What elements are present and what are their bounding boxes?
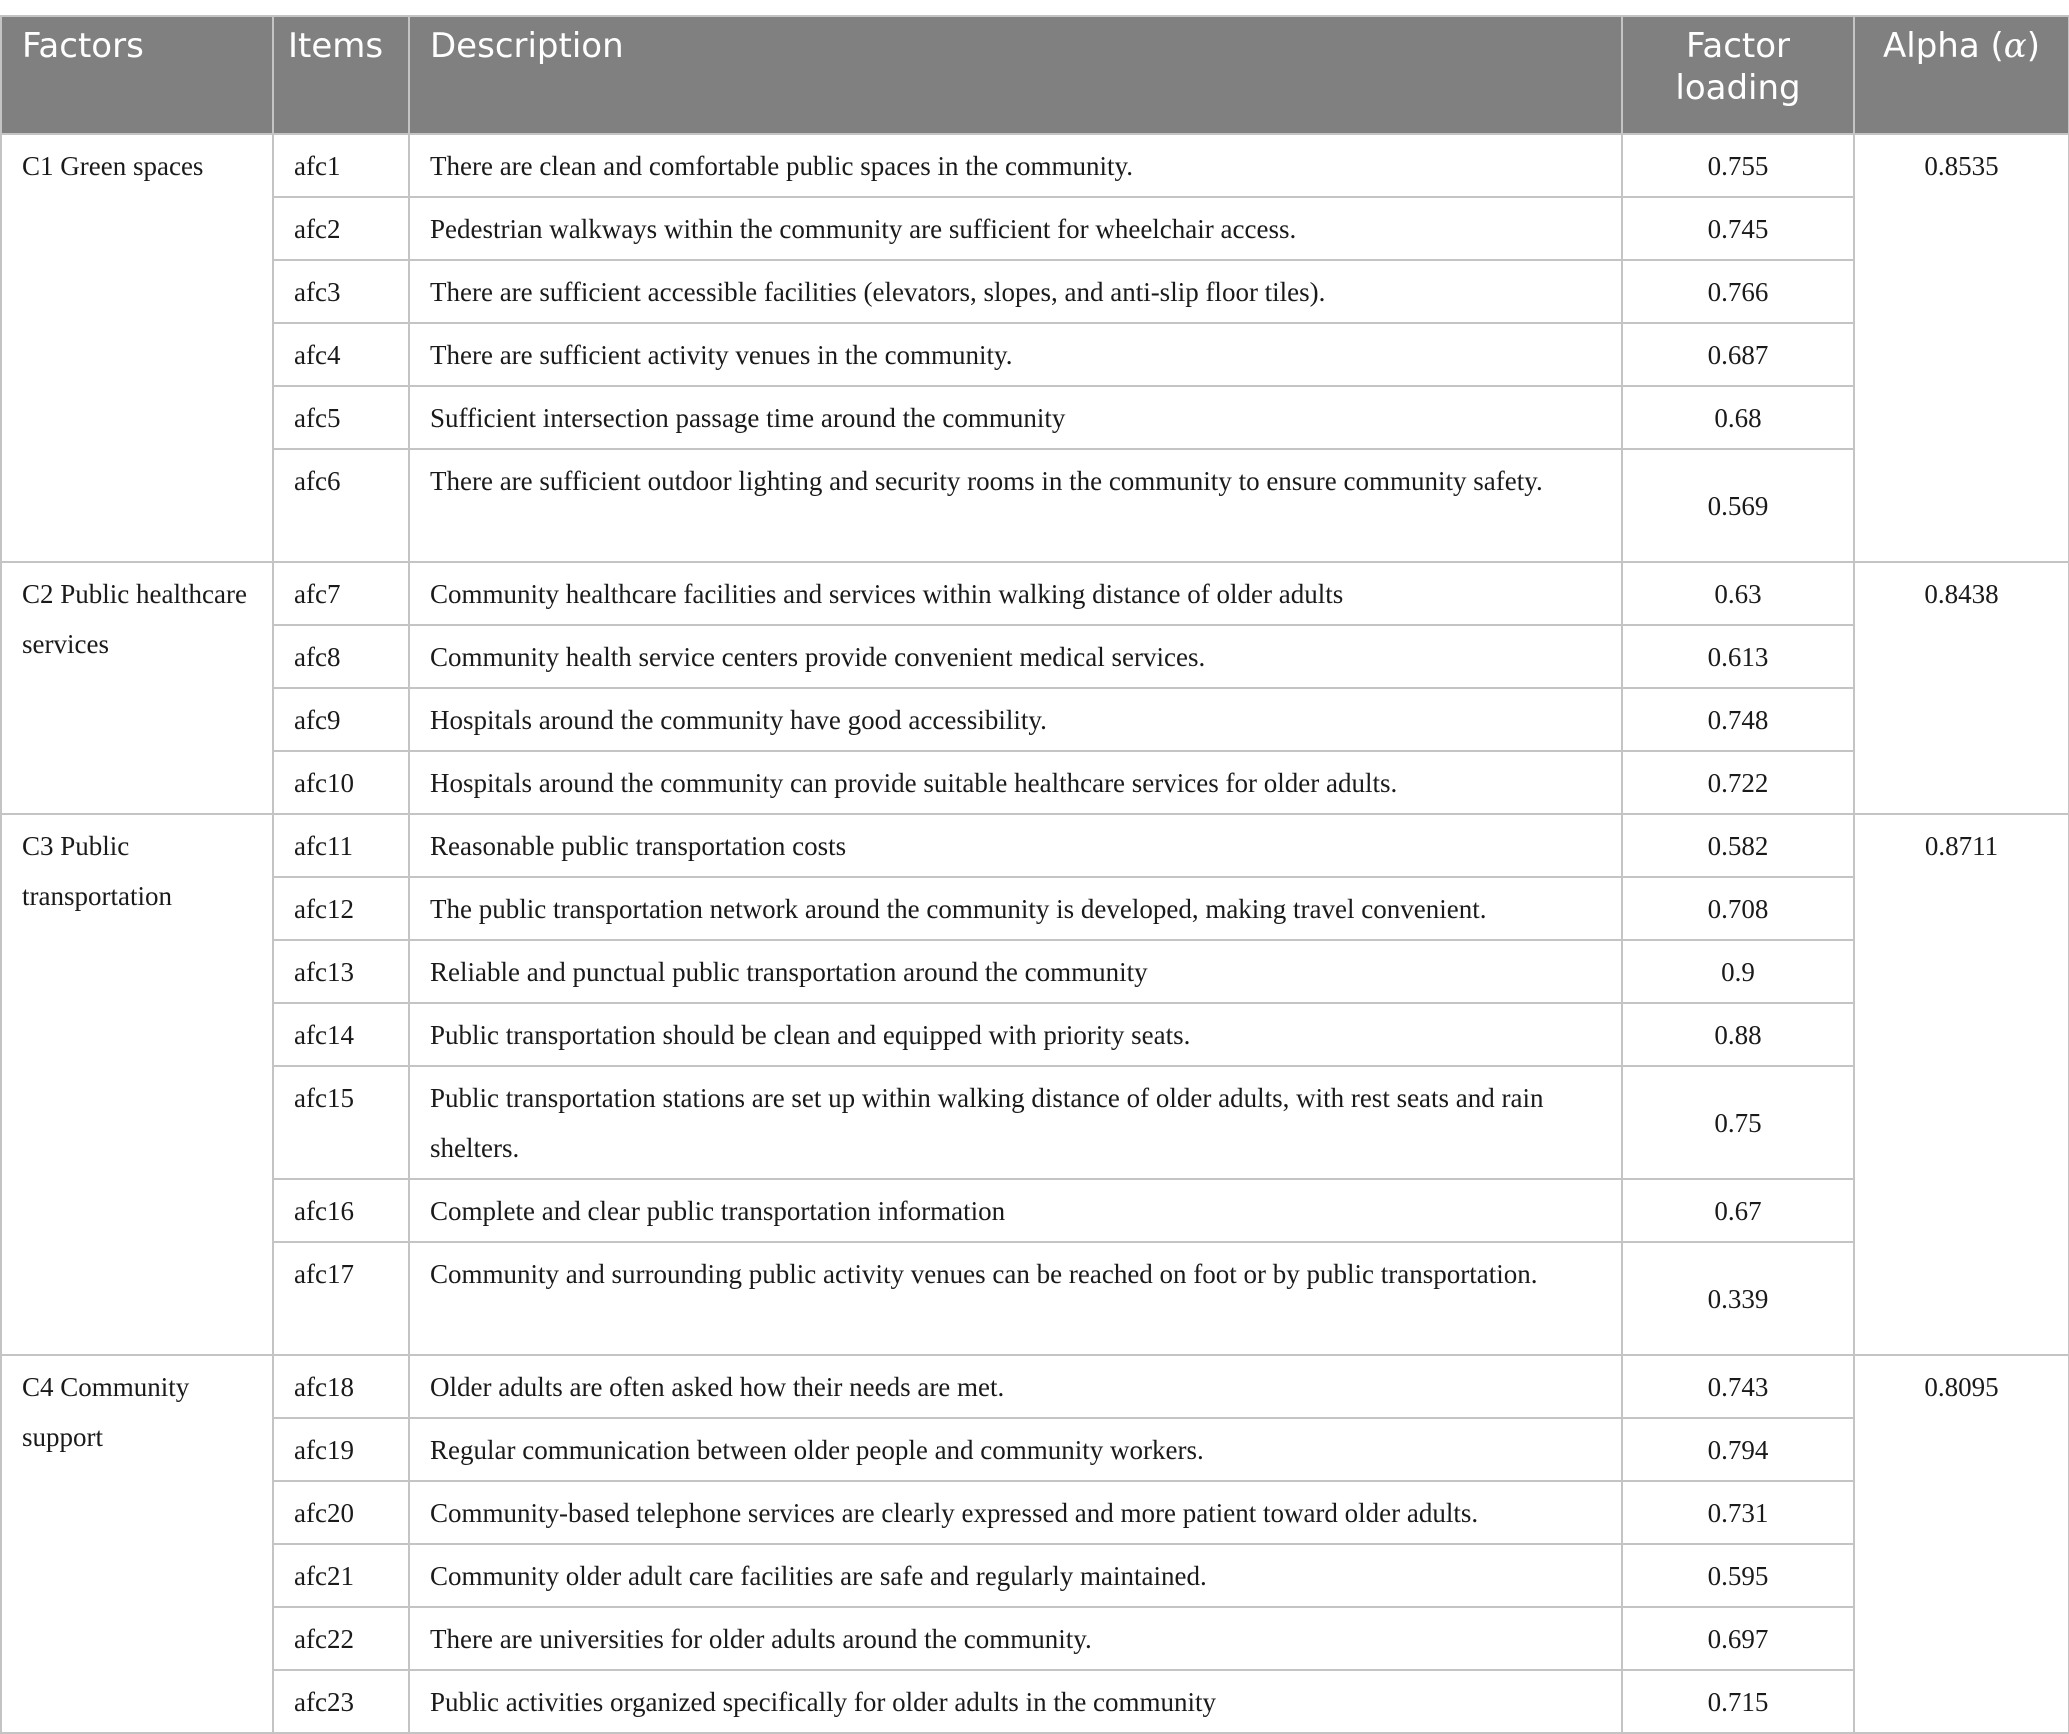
table-row [1,197,2069,260]
table-row [1,940,2069,1003]
factor-loading-cell: 0.88 [1622,1003,1854,1066]
factor-loading-cell: 0.75 [1622,1066,1854,1179]
description-cell: Regular communication between older people and community workers. [409,1418,1622,1481]
factor-loading-cell: 0.794 [1622,1418,1854,1481]
factor-loading-cell: 0.63 [1622,562,1854,625]
header-description: Description [409,16,1622,134]
header-factors: Factors [1,16,273,134]
factor-loading-cell: 0.766 [1622,260,1854,323]
table-row [1,1607,2069,1670]
item-cell: afc17 [273,1242,409,1355]
factor-loading-cell: 0.687 [1622,323,1854,386]
table-row [1,1242,2069,1355]
item-cell: afc12 [273,877,409,940]
factor-loading-cell: 0.755 [1622,134,1854,197]
description-cell: There are sufficient outdoor lighting and security rooms in the community to ensure community safety. [409,449,1622,562]
description-cell: The public transportation network around the community is developed, making travel convenient. [409,877,1622,940]
table-row [1,1544,2069,1607]
header-row [1,16,2069,134]
description-cell: Hospitals around the community can provide suitable healthcare services for older adults. [409,751,1622,814]
factor-loading-cell: 0.9 [1622,940,1854,1003]
factor-cell: C1 Green spaces [1,134,273,562]
item-cell: afc3 [273,260,409,323]
factor-analysis-table [0,15,2069,1734]
table-body [1,134,2069,1733]
description-cell: Hospitals around the community have good accessibility. [409,688,1622,751]
item-cell: afc10 [273,751,409,814]
alpha-cell: 0.8095 [1854,1355,2069,1733]
factor-loading-cell: 0.613 [1622,625,1854,688]
alpha-cell: 0.8535 [1854,134,2069,562]
item-cell: afc1 [273,134,409,197]
table-row [1,1003,2069,1066]
item-cell: afc11 [273,814,409,877]
factor-loading-cell: 0.748 [1622,688,1854,751]
description-cell: Community health service centers provide convenient medical services. [409,625,1622,688]
factor-cell: C4 Community support [1,1355,273,1733]
header-alpha [1854,16,2069,134]
factor-cell: C2 Public healthcare services [1,562,273,814]
table-row [1,260,2069,323]
factor-loading-cell: 0.339 [1622,1242,1854,1355]
factor-cell: C3 Public transportation [1,814,273,1355]
item-cell: afc8 [273,625,409,688]
item-cell: afc2 [273,197,409,260]
table-row [1,1355,2069,1418]
item-cell: afc14 [273,1003,409,1066]
table-header [1,16,2069,134]
table-row [1,625,2069,688]
item-cell: afc9 [273,688,409,751]
description-cell: Reliable and punctual public transportation around the community [409,940,1622,1003]
table-row [1,1481,2069,1544]
table-row [1,1066,2069,1179]
description-cell: There are sufficient activity venues in the community. [409,323,1622,386]
table-row [1,1670,2069,1733]
item-cell: afc20 [273,1481,409,1544]
table-row [1,1418,2069,1481]
description-cell: Pedestrian walkways within the community are sufficient for wheelchair access. [409,197,1622,260]
description-cell: Community older adult care facilities are safe and regularly maintained. [409,1544,1622,1607]
table-row [1,1179,2069,1242]
description-cell: There are clean and comfortable public spaces in the community. [409,134,1622,197]
description-cell: There are sufficient accessible facilities (elevators, slopes, and anti-slip floor tiles). [409,260,1622,323]
description-cell: Sufficient intersection passage time around the community [409,386,1622,449]
factor-loading-cell: 0.715 [1622,1670,1854,1733]
description-cell: Public transportation stations are set up within walking distance of older adults, with rest seats and rain shelters. [409,1066,1622,1179]
factor-analysis-table-container [0,15,2068,1734]
description-cell: Complete and clear public transportation information [409,1179,1622,1242]
factor-loading-cell: 0.67 [1622,1179,1854,1242]
item-cell: afc18 [273,1355,409,1418]
header-factor-loading: Factor loading [1622,16,1854,134]
factor-loading-cell: 0.708 [1622,877,1854,940]
item-cell: afc4 [273,323,409,386]
header-items: Items [273,16,409,134]
table-row [1,751,2069,814]
item-cell: afc22 [273,1607,409,1670]
factor-loading-cell: 0.68 [1622,386,1854,449]
item-cell: afc16 [273,1179,409,1242]
item-cell: afc6 [273,449,409,562]
description-cell: Public activities organized specifically for older adults in the community [409,1670,1622,1733]
header-alpha-suffix: ) [2026,26,2040,66]
alpha-cell: 0.8711 [1854,814,2069,1355]
item-cell: afc23 [273,1670,409,1733]
description-cell: Community healthcare facilities and services within walking distance of older adults [409,562,1622,625]
header-alpha-prefix: Alpha ( [1883,26,2004,66]
table-row [1,877,2069,940]
table-row [1,449,2069,562]
factor-loading-cell: 0.582 [1622,814,1854,877]
factor-loading-cell: 0.697 [1622,1607,1854,1670]
description-cell: Community and surrounding public activity venues can be reached on foot or by public transportation. [409,1242,1622,1355]
table-row [1,562,2069,625]
factor-loading-cell: 0.595 [1622,1544,1854,1607]
factor-loading-cell: 0.722 [1622,751,1854,814]
table-row [1,814,2069,877]
alpha-cell: 0.8438 [1854,562,2069,814]
table-row [1,323,2069,386]
table-row [1,386,2069,449]
item-cell: afc19 [273,1418,409,1481]
description-cell: Reasonable public transportation costs [409,814,1622,877]
table-row [1,134,2069,197]
table-row [1,688,2069,751]
description-cell: Community-based telephone services are clearly expressed and more patient toward older adults. [409,1481,1622,1544]
item-cell: afc15 [273,1066,409,1179]
description-cell: Public transportation should be clean and equipped with priority seats. [409,1003,1622,1066]
description-cell: Older adults are often asked how their needs are met. [409,1355,1622,1418]
description-cell: There are universities for older adults around the community. [409,1607,1622,1670]
factor-loading-cell: 0.745 [1622,197,1854,260]
item-cell: afc5 [273,386,409,449]
item-cell: afc21 [273,1544,409,1607]
factor-loading-cell: 0.569 [1622,449,1854,562]
item-cell: afc13 [273,940,409,1003]
item-cell: afc7 [273,562,409,625]
factor-loading-cell: 0.731 [1622,1481,1854,1544]
alpha-symbol: α [2003,26,2027,66]
factor-loading-cell: 0.743 [1622,1355,1854,1418]
